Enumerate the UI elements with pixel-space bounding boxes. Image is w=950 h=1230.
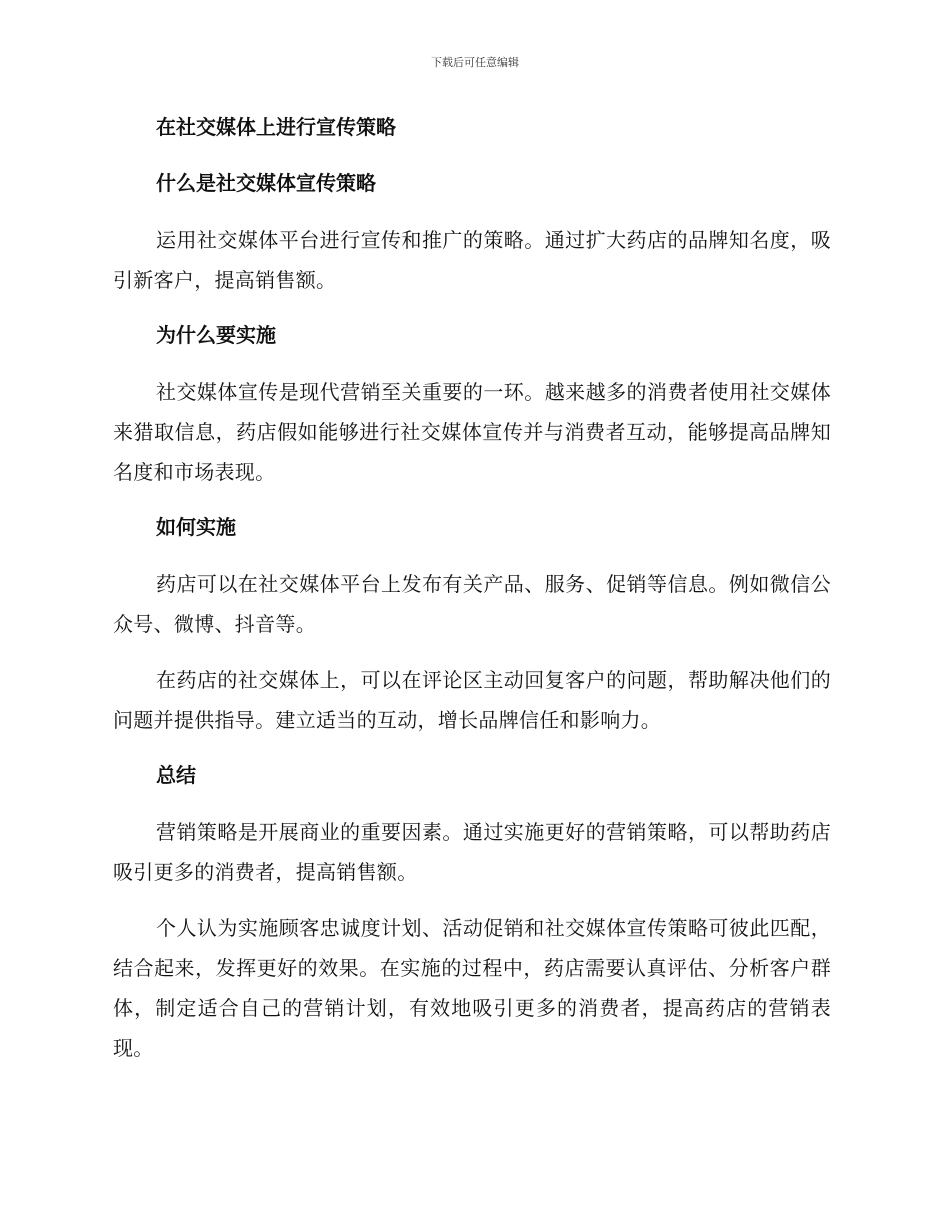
section-paragraph: 在药店的社交媒体上，可以在评论区主动回复客户的问题，帮助解决他们的问题并提供指导。建立适当的互动，增长品牌信任和影响力。 xyxy=(113,668,831,732)
section-paragraph: 社交媒体宣传是现代营销至关重要的一环。越来越多的消费者使用社交媒体来猎取信息，药店假如能够进行社交媒体宣传并与消费者互动，能够提高品牌知名度和市场表现。 xyxy=(113,380,831,484)
section-heading: 如何实施 xyxy=(156,515,236,539)
document-body xyxy=(113,108,831,1084)
section-heading: 为什么要实施 xyxy=(156,323,276,347)
header-note: 下载后可任意编辑 xyxy=(431,56,519,69)
section-paragraph: 个人认为实施顾客忠诚度计划、活动促销和社交媒体宣传策略可彼此匹配，结合起来，发挥更好的效果。在实施的过程中，药店需要认真评估、分析客户群体，制定适合自己的营销计划，有效地吸引更多的消费者，提高药店的营销表现。 xyxy=(113,916,831,1060)
section-heading: 总结 xyxy=(156,763,196,787)
section-paragraph: 营销策略是开展商业的重要因素。通过实施更好的营销策略，可以帮助药店吸引更多的消费者，提高销售额。 xyxy=(113,820,831,884)
section-paragraph: 药店可以在社交媒体平台上发布有关产品、服务、促销等信息。例如微信公众号、微博、抖音等。 xyxy=(113,572,831,636)
section-heading: 什么是社交媒体宣传策略 xyxy=(156,171,376,195)
document-title: 在社交媒体上进行宣传策略 xyxy=(156,115,396,139)
section-paragraph: 运用社交媒体平台进行宣传和推广的策略。通过扩大药店的品牌知名度，吸引新客户，提高销售额。 xyxy=(113,228,831,292)
